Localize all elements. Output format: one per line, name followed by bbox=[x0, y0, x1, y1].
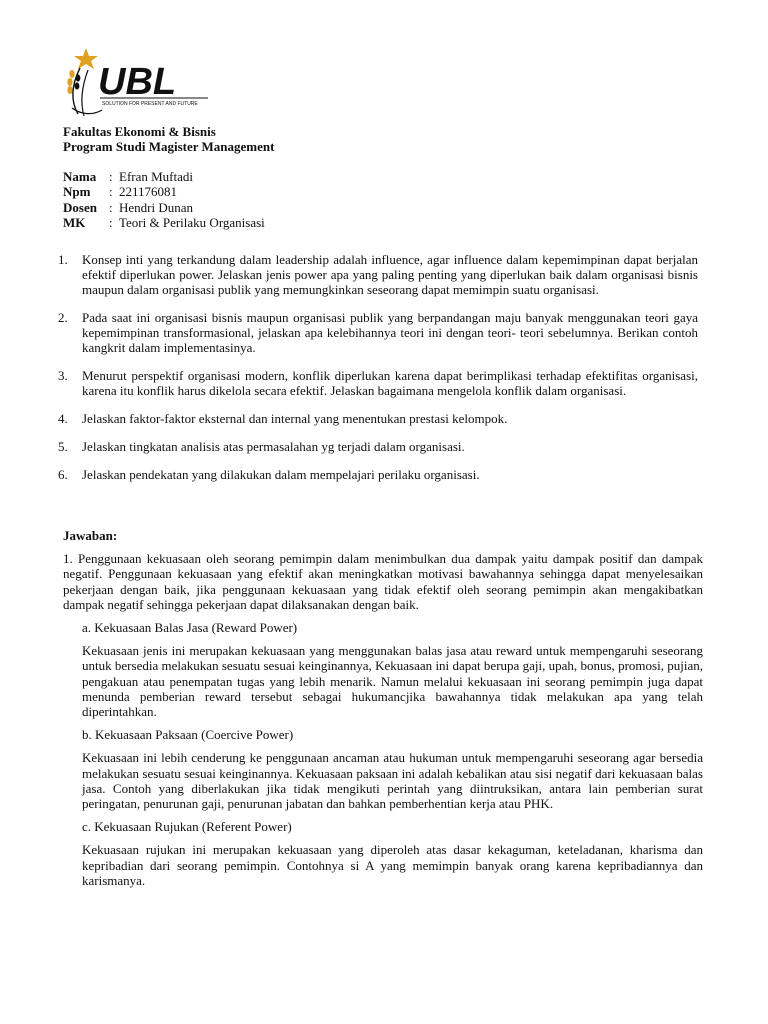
identity-row-npm: Npm : 221176081 bbox=[63, 184, 178, 200]
identity-label: Npm bbox=[63, 184, 91, 200]
identity-value: 221176081 bbox=[119, 184, 178, 200]
question-text: Jelaskan tingkatan analisis atas permasalahan yg terjadi dalam organisasi. bbox=[82, 439, 465, 454]
ubl-logo bbox=[58, 44, 218, 122]
identity-label: MK bbox=[63, 214, 86, 230]
question-text: Menurut perspektif organisasi modern, konflik diperlukan karena dapat berimplikasi terhadap efektifitas organisasi, karena itu konflik harus dikelola secara efektif. Jelaskan bagaimana mengelola konflik dalam organisasi. bbox=[82, 368, 698, 398]
answer-subsection-referent bbox=[63, 819, 703, 888]
logo-wordmark: UBL bbox=[98, 61, 177, 103]
answer-section bbox=[63, 528, 703, 896]
identity-value: Hendri Dunan bbox=[119, 199, 194, 215]
student-identity bbox=[63, 169, 265, 230]
answer-intro: 1. Penggunaan kekuasaan oleh seorang pemimpin dalam menimbulkan dua dampak yaitu dampak positif dan dampak negatif. Penggunaan kekuasaan yang efektif akan meningkatkan motivasi bawahannya sehingga dapat menyelesaikan pekerjaan dengan baik, jika penggunaan kekuasaan yang tidak efektif oleh seorang pemimpin akan mengakibatkan dampak negatif sehingga pekerjaan dapat dilaksanakan dengan baik. bbox=[63, 551, 703, 612]
question-text: Konsep inti yang terkandung dalam leadership adalah influence, agar influence dalam kepemimpinan dapat berjalan efektif diperlukan power. Jelaskan jenis power apa yang paling penting yang diperlukan baik dalam organisasi bisnis maupun dalam organisasi publik yang memungkinkan seseorang dapat memimpin suatu organisasi. bbox=[82, 252, 698, 297]
question-list bbox=[58, 252, 698, 495]
answer-subsection-coercive bbox=[63, 727, 703, 811]
subsection-body: Kekuasaan rujukan ini merupakan kekuasaan yang diperoleh atas dasar kekaguman, keteladanan, kharisma dan kepribadian dari seorang pemimpin. Contohnya si A yang memimpin banyak orang karena kepribadiannya dan karismanya. bbox=[82, 842, 703, 888]
identity-label: Nama bbox=[63, 169, 97, 184]
question-text: Jelaskan faktor-faktor eksternal dan internal yang menentukan prestasi kelompok. bbox=[82, 411, 508, 426]
subsection-heading: b. Kekuasaan Paksaan (Coercive Power) bbox=[82, 727, 294, 743]
question-item: 6. Jelaskan pendekatan yang dilakukan dalam mempelajari perilaku organisasi. bbox=[58, 467, 698, 482]
subsection-heading: a. Kekuasaan Balas Jasa (Reward Power) bbox=[82, 620, 298, 636]
question-item: 5. Jelaskan tingkatan analisis atas permasalahan yg terjadi dalam organisasi. bbox=[58, 439, 698, 454]
subsection-body: Kekuasaan ini lebih cenderung ke penggunaan ancaman atau hukuman untuk mempengaruhi seseorang agar bersedia melakukan sesuatu sesuai keinginannya. Kekuasaan paksaan ini adalah kebalikan atau sisi negatif dari kekuasaan balas jasa. Contoh yang diberlakukan jika tidak mengikuti perintah yang diintruksikan, antara lain pemberian surat peringatan, penurunan gaji, penurunan jabatan dan bahkan pemberhentian kerja atau PHK. bbox=[82, 750, 703, 812]
identity-row-dosen: Dosen : Hendri Dunan bbox=[63, 199, 194, 215]
subsection-body: Kekuasaan jenis ini merupakan kekuasaan yang menggunakan balas jasa atau reward untuk mempengaruhi seseorang untuk bersedia melakukan sesuatu sesuai keinginannya, Kekuasaan ini dapat berupa gaji, upah, bonus, promosi, pujian, pengakuan atau penempatan tugas yang lebih menarik. Namun melalui kekuasaan ini seorang pemimpin juga dapat menunda pemberian reward tersebut sebagai hukumancjika bawahannya tidak melakukan apa yang telah diperintahkan. bbox=[82, 643, 703, 720]
question-text: Jelaskan pendekatan yang dilakukan dalam mempelajari perilaku organisasi. bbox=[82, 467, 480, 482]
logo-star-icon bbox=[74, 48, 98, 69]
faculty-name: Fakultas Ekonomi & Bisnis bbox=[63, 124, 216, 139]
identity-row-mk: MK : Teori & Perilaku Organisasi bbox=[63, 214, 265, 230]
identity-label: Dosen bbox=[63, 199, 97, 215]
answer-title: Jawaban: bbox=[63, 528, 118, 543]
program-name: Program Studi Magister Management bbox=[63, 139, 275, 154]
answer-subsection-reward bbox=[63, 620, 703, 719]
identity-row-nama: Nama : Efran Muftadi bbox=[63, 169, 194, 184]
subsection-heading: c. Kekuasaan Rujukan (Referent Power) bbox=[82, 819, 292, 835]
identity-value: Teori & Perilaku Organisasi bbox=[119, 214, 265, 230]
document-header bbox=[63, 124, 274, 154]
question-item: 3. Menurut perspektif organisasi modern, konflik diperlukan karena dapat berimplikasi terhadap efektifitas organisasi, karena itu konflik harus dikelola secara efektif. Jelaskan bagaimana mengelola konflik dalam organisasi. bbox=[58, 368, 698, 398]
identity-value: Efran Muftadi bbox=[119, 169, 194, 184]
question-item: 1. Konsep inti yang terkandung dalam leadership adalah influence, agar influence dalam kepemimpinan dapat berjalan efektif diperlukan power. Jelaskan jenis power apa yang paling penting yang diperlukan baik dalam organisasi bisnis maupun dalam organisasi publik yang memungkinkan seseorang dapat memimpin suatu organisasi. bbox=[58, 252, 698, 297]
question-item: 4. Jelaskan faktor-faktor eksternal dan internal yang menentukan prestasi kelompok. bbox=[58, 411, 698, 426]
logo-tagline: SOLUTION FOR PRESENT AND FUTURE bbox=[102, 101, 198, 107]
question-text: Pada saat ini organisasi bisnis maupun organisasi publik yang berpandangan maju banyak menggunakan teori gaya kepemimpinan transformasional, jelaskan apa kelebihannya teori ini dengan teori- teori sebelumnya. Berikan contoh kangkrit dalam implementasinya. bbox=[82, 310, 698, 355]
question-item: 2. Pada saat ini organisasi bisnis maupun organisasi publik yang berpandangan maju banyak menggunakan teori gaya kepemimpinan transformasional, jelaskan apa kelebihannya teori ini dengan teori- teori sebelumnya. Berikan contoh kangkrit dalam implementasinya. bbox=[58, 310, 698, 355]
